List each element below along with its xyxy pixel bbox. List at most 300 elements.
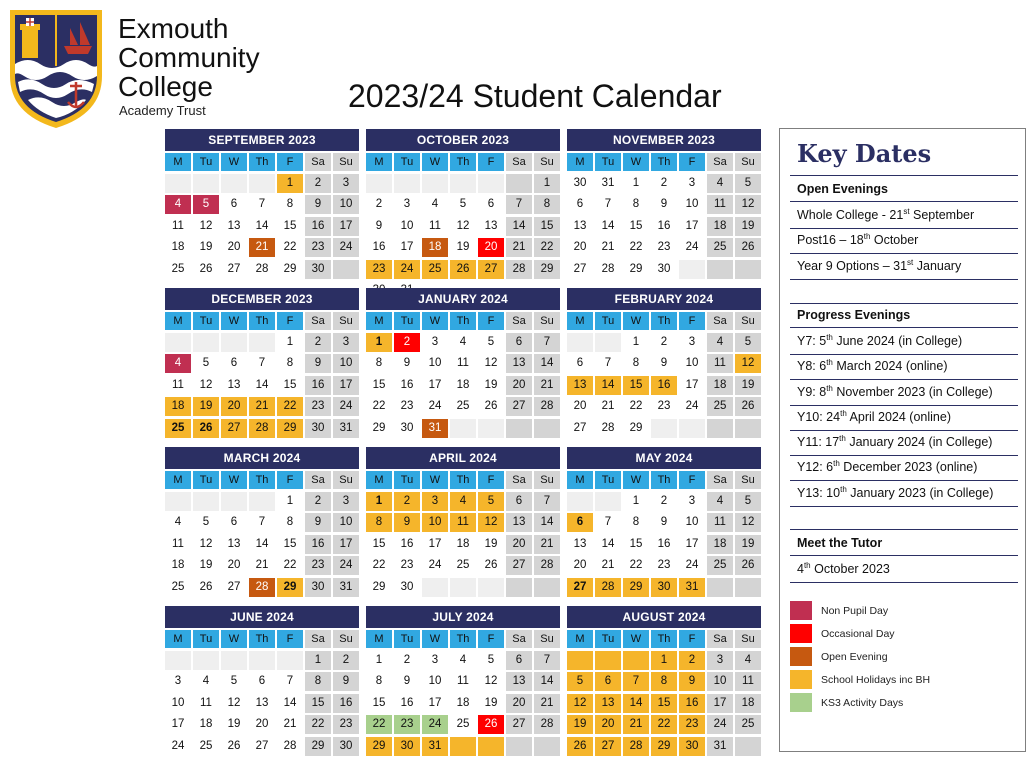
month-title: AUGUST 2024: [567, 606, 761, 628]
legend-swatch: [790, 624, 812, 643]
calendar-day: 11: [450, 513, 476, 532]
calendar-day: 14: [534, 354, 560, 373]
weekday-header: M: [366, 153, 392, 171]
calendar-day: 29: [277, 578, 303, 597]
calendar-day: 25: [199, 739, 213, 752]
calendar-day: 20: [573, 241, 587, 254]
calendar-day: 4: [450, 492, 476, 511]
weekday-header: M: [567, 471, 593, 489]
calendar-day: 19: [484, 696, 498, 709]
calendar-day: 30: [305, 419, 331, 438]
month-title: OCTOBER 2023: [366, 129, 560, 151]
weekday-header: Su: [333, 153, 359, 171]
empty-cell: [506, 174, 532, 193]
calendar-day: 3: [707, 651, 733, 670]
key-date-item: Y10: 24th April 2024 (online): [797, 408, 951, 424]
month-title: DECEMBER 2023: [165, 288, 359, 310]
calendar-day: 2: [375, 198, 383, 211]
weekday-header: Th: [450, 471, 476, 489]
calendar-day: 24: [333, 556, 359, 575]
calendar-day: 11: [429, 219, 441, 232]
calendar-day: 3: [688, 177, 696, 189]
calendar-day: 24: [171, 739, 185, 752]
calendar-day: 5: [735, 333, 761, 352]
calendar-day: 1: [366, 333, 392, 352]
calendar-day: 15: [623, 376, 649, 395]
weekday-header: Sa: [506, 630, 532, 648]
calendar-day: 13: [573, 219, 587, 232]
calendar-day: 25: [165, 419, 191, 438]
weekday-header: F: [679, 471, 705, 489]
calendar-day: 14: [601, 537, 615, 550]
empty-cell: [735, 737, 761, 756]
weekday-header: Sa: [707, 312, 733, 330]
calendar-day: 9: [403, 675, 411, 688]
weekday-header: W: [422, 153, 448, 171]
calendar-day: 26: [735, 556, 761, 575]
calendar-day: 31: [707, 737, 733, 756]
calendar-day: 15: [629, 219, 643, 232]
calendar-day: 21: [534, 535, 560, 554]
calendar-day: 25: [707, 556, 733, 575]
calendar-day: 20: [255, 718, 269, 731]
calendar-day: 5: [202, 516, 210, 529]
calendar-day: 26: [450, 260, 476, 279]
calendar-day: 16: [400, 378, 414, 391]
calendar-day: 1: [651, 651, 677, 670]
weekday-header: W: [422, 312, 448, 330]
key-date-item: Y9: 8th November 2023 (in College): [797, 383, 993, 399]
weekday-header: M: [366, 630, 392, 648]
calendar-day: 10: [422, 513, 448, 532]
key-date-item: Post16 – 18th October: [797, 231, 919, 247]
calendar-day: 8: [534, 195, 560, 214]
calendar-day: 30: [651, 578, 677, 597]
weekday-header: W: [623, 153, 649, 171]
calendar-day: 27: [255, 739, 269, 752]
month-april-2024: [366, 447, 560, 597]
calendar-day: 10: [333, 354, 359, 373]
calendar-day: 10: [685, 357, 699, 370]
weekday-header: Sa: [506, 153, 532, 171]
calendar-day: 12: [735, 513, 761, 532]
calendar-day: 11: [457, 675, 469, 688]
month-september-2023: [165, 129, 359, 279]
calendar-day: 27: [595, 737, 621, 756]
legend-label: School Holidays inc BH: [821, 674, 931, 686]
calendar-day: 27: [478, 260, 504, 279]
calendar-day: 18: [707, 535, 733, 554]
day-grid: [165, 333, 359, 438]
calendar-day: 19: [456, 241, 470, 254]
calendar-day: 4: [459, 336, 467, 348]
month-june-2024: [165, 606, 359, 756]
weekday-header: W: [623, 630, 649, 648]
divider: [790, 455, 1018, 456]
calendar-day: 14: [534, 513, 560, 532]
calendar-day: 17: [685, 219, 699, 232]
empty-cell: [165, 492, 191, 511]
weekday-header: W: [422, 630, 448, 648]
empty-cell: [165, 333, 191, 352]
empty-cell: [366, 174, 392, 193]
calendar-day: 10: [428, 675, 442, 688]
divider: [790, 480, 1018, 481]
calendar-day: 11: [172, 219, 184, 232]
weekday-header: M: [366, 312, 392, 330]
weekday-header: Sa: [506, 312, 532, 330]
calendar-day: 21: [255, 559, 269, 572]
day-grid: [567, 333, 761, 438]
calendar-day: 10: [428, 357, 442, 370]
meet-the-tutor-heading: Meet the Tutor: [797, 536, 883, 550]
calendar-day: 26: [193, 419, 219, 438]
calendar-day: 22: [283, 559, 297, 572]
calendar-day: 28: [601, 421, 615, 434]
calendar-day: 30: [400, 421, 414, 434]
empty-cell: [221, 651, 247, 670]
empty-cell: [193, 651, 219, 670]
calendar-day: 9: [394, 513, 420, 532]
calendar-day: 11: [707, 195, 733, 214]
calendar-day: 25: [171, 580, 185, 593]
month-march-2024: [165, 447, 359, 597]
calendar-day: 15: [372, 378, 386, 391]
empty-cell: [221, 492, 247, 511]
calendar-day: 6: [258, 675, 266, 688]
weekday-header: F: [277, 471, 303, 489]
calendar-day: 29: [534, 260, 560, 279]
month-february-2024: [567, 288, 761, 438]
calendar-day: 26: [735, 397, 761, 416]
calendar-day: 3: [403, 198, 411, 211]
calendar-day: 17: [333, 376, 359, 395]
weekday-header: Sa: [506, 471, 532, 489]
calendar-day: 18: [707, 217, 733, 236]
weekday-header: Tu: [595, 471, 621, 489]
calendar-day: 13: [227, 219, 241, 232]
empty-cell: [333, 260, 359, 279]
calendar-day: 24: [394, 260, 420, 279]
calendar-day: 9: [305, 195, 331, 214]
weekday-header-row: [165, 153, 359, 171]
calendar-day: 27: [506, 715, 532, 734]
calendar-day: 9: [305, 354, 331, 373]
calendar-day: 28: [534, 397, 560, 416]
calendar-day: 25: [456, 559, 470, 572]
calendar-day: 5: [202, 357, 210, 370]
empty-cell: [651, 419, 677, 438]
calendar-day: 27: [573, 421, 587, 434]
calendar-day: 8: [651, 672, 677, 691]
empty-cell: [478, 174, 504, 193]
weekday-header: F: [277, 312, 303, 330]
calendar-day: 17: [428, 537, 442, 550]
calendar-day: 5: [459, 198, 467, 211]
empty-cell: [422, 578, 448, 597]
weekday-header-row: [165, 312, 359, 330]
empty-cell: [478, 578, 504, 597]
calendar-day: 22: [277, 397, 303, 416]
divider: [790, 253, 1018, 254]
weekday-header: Sa: [305, 471, 331, 489]
calendar-day: 3: [688, 336, 696, 348]
calendar-day: 12: [199, 219, 213, 232]
calendar-day: 12: [478, 513, 504, 532]
weekday-header: Su: [333, 471, 359, 489]
open-evenings-heading: Open Evenings: [797, 182, 888, 196]
trust-name: Academy Trust: [119, 103, 206, 118]
calendar-day: 20: [506, 376, 532, 395]
calendar-day: 30: [333, 737, 359, 756]
calendar-day: 21: [249, 397, 275, 416]
weekday-header: M: [165, 312, 191, 330]
calendar-day: 20: [573, 559, 587, 572]
calendar-day: 23: [657, 241, 671, 254]
weekday-header: Tu: [193, 630, 219, 648]
calendar-day: 1: [366, 492, 392, 511]
day-grid: [567, 651, 761, 756]
calendar-day: 7: [623, 672, 649, 691]
month-december-2023: [165, 288, 359, 438]
calendar-day: 23: [305, 556, 331, 575]
weekday-header: W: [221, 630, 247, 648]
calendar-day: 18: [171, 241, 185, 254]
calendar-day: 14: [506, 217, 532, 236]
calendar-day: 11: [172, 537, 184, 550]
weekday-header: F: [277, 153, 303, 171]
calendar-day: 9: [679, 672, 705, 691]
calendar-day: 31: [601, 177, 615, 189]
calendar-day: 2: [660, 177, 668, 189]
calendar-day: 21: [601, 241, 615, 254]
calendar-day: 20: [573, 400, 587, 413]
weekday-header: W: [422, 471, 448, 489]
weekday-header: M: [165, 153, 191, 171]
calendar-day: 21: [534, 376, 560, 395]
calendar-day: 19: [193, 397, 219, 416]
calendar-day: 31: [679, 578, 705, 597]
weekday-header: F: [478, 630, 504, 648]
calendar-day: 29: [651, 737, 677, 756]
empty-cell: [249, 333, 275, 352]
key-date-item: Y12: 6th December 2023 (online): [797, 458, 978, 474]
day-grid: [165, 651, 359, 756]
empty-cell: [534, 578, 560, 597]
month-may-2024: [567, 447, 761, 597]
calendar-day: 26: [227, 739, 241, 752]
weekday-header: Th: [651, 312, 677, 330]
calendar-day: 30: [573, 177, 587, 189]
weekday-header: M: [567, 630, 593, 648]
month-title: JUNE 2024: [165, 606, 359, 628]
calendar-day: 29: [283, 262, 297, 275]
weekday-header: Tu: [394, 153, 420, 171]
calendar-day: 8: [286, 516, 294, 529]
empty-cell: [478, 737, 504, 756]
calendar-day: 3: [688, 495, 696, 507]
calendar-day: 4: [707, 492, 733, 511]
weekday-header: M: [567, 312, 593, 330]
weekday-header: Tu: [394, 630, 420, 648]
weekday-header: Su: [534, 630, 560, 648]
empty-cell: [506, 419, 532, 438]
calendar-day: 8: [632, 357, 640, 370]
calendar-day: 2: [660, 495, 668, 507]
calendar-day: 8: [305, 672, 331, 691]
empty-cell: [534, 419, 560, 438]
calendar-day: 10: [333, 195, 359, 214]
calendar-day: 18: [456, 378, 470, 391]
calendar-day: 5: [230, 675, 238, 688]
empty-cell: [595, 651, 621, 670]
divider: [790, 303, 1018, 304]
weekday-header: Th: [249, 630, 275, 648]
calendar-day: 6: [506, 492, 532, 511]
legend-label: Non Pupil Day: [821, 605, 889, 617]
calendar-day: 4: [165, 354, 191, 373]
month-title: APRIL 2024: [366, 447, 560, 469]
calendar-day: 25: [707, 397, 733, 416]
calendar-day: 11: [735, 672, 761, 691]
calendar-day: 17: [333, 217, 359, 236]
calendar-day: 22: [305, 715, 331, 734]
calendar-day: 16: [657, 219, 671, 232]
empty-cell: [735, 260, 761, 279]
calendar-day: 19: [199, 559, 213, 572]
empty-cell: [221, 174, 247, 193]
calendar-day: 16: [333, 694, 359, 713]
calendar-day: 7: [604, 198, 612, 211]
calendar-day: 16: [400, 696, 414, 709]
calendar-day: 30: [679, 737, 705, 756]
calendar-day: 2: [305, 333, 331, 352]
calendar-day: 27: [227, 580, 241, 593]
calendar-day: 17: [685, 378, 699, 391]
weekday-header: F: [679, 153, 705, 171]
divider: [790, 354, 1018, 355]
calendar-day: 8: [286, 357, 294, 370]
calendar-day: 25: [707, 238, 733, 257]
calendar-day: 13: [595, 694, 621, 713]
calendar-day: 2: [394, 333, 420, 352]
divider: [790, 430, 1018, 431]
month-july-2024: [366, 606, 560, 756]
calendar-day: 12: [567, 694, 593, 713]
calendar-day: 27: [573, 262, 587, 275]
calendar-day: 19: [735, 217, 761, 236]
calendar-day: 20: [221, 397, 247, 416]
calendar-day: 12: [735, 195, 761, 214]
calendar-day: 31: [422, 419, 448, 438]
calendar-day: 30: [657, 262, 671, 275]
empty-cell: [450, 174, 476, 193]
school-name: Exmouth Community College: [118, 13, 260, 102]
weekday-header: Su: [735, 630, 761, 648]
calendar-day: 26: [484, 559, 498, 572]
calendar-day: 25: [456, 718, 470, 731]
calendar-day: 7: [604, 516, 612, 529]
day-grid: [366, 651, 560, 756]
empty-cell: [450, 578, 476, 597]
calendar-day: 6: [230, 357, 238, 370]
weekday-header-row: [366, 630, 560, 648]
calendar-day: 27: [506, 556, 532, 575]
calendar-day: 9: [305, 513, 331, 532]
weekday-header: Su: [534, 471, 560, 489]
empty-cell: [567, 492, 593, 511]
weekday-header: Tu: [595, 630, 621, 648]
empty-cell: [193, 174, 219, 193]
calendar-day: 24: [685, 559, 699, 572]
calendar-day: 15: [372, 537, 386, 550]
calendar-day: 18: [165, 397, 191, 416]
calendar-day: 24: [428, 559, 442, 572]
calendar-day: 18: [171, 559, 185, 572]
calendar-day: 2: [394, 492, 420, 511]
calendar-day: 6: [487, 198, 495, 211]
calendar-day: 8: [632, 198, 640, 211]
weekday-header: Sa: [707, 153, 733, 171]
weekday-header: Sa: [305, 153, 331, 171]
weekday-header-row: [165, 471, 359, 489]
calendar-day: 23: [305, 238, 331, 257]
month-january-2024: [366, 288, 560, 438]
empty-cell: [165, 651, 191, 670]
calendar-day: 22: [366, 715, 392, 734]
calendar-day: 29: [623, 578, 649, 597]
calendar-day: 10: [685, 198, 699, 211]
calendar-day: 14: [595, 376, 621, 395]
calendar-day: 19: [567, 715, 593, 734]
calendar-day: 1: [305, 651, 331, 670]
calendar-day: 16: [679, 694, 705, 713]
calendar-day: 2: [305, 174, 331, 193]
empty-cell: [506, 737, 532, 756]
calendar-day: 6: [230, 198, 238, 211]
calendar-day: 16: [305, 535, 331, 554]
month-title: MAY 2024: [567, 447, 761, 469]
calendar-day: 3: [431, 654, 439, 666]
empty-cell: [595, 333, 621, 352]
weekday-header: Su: [735, 312, 761, 330]
calendar-day: 14: [255, 219, 269, 232]
calendar-day: 23: [333, 715, 359, 734]
calendar-day: 23: [657, 559, 671, 572]
calendar-day: 7: [534, 651, 560, 670]
calendar-day: 12: [484, 675, 498, 688]
weekday-header: Tu: [595, 312, 621, 330]
calendar-day: 29: [277, 419, 303, 438]
calendar-day: 17: [171, 718, 185, 731]
weekday-header: Su: [333, 630, 359, 648]
calendar-day: 8: [632, 516, 640, 529]
calendar-day: 4: [707, 174, 733, 193]
calendar-day: 22: [629, 241, 643, 254]
weekday-header: W: [221, 312, 247, 330]
legend-swatch: [790, 693, 812, 712]
calendar-day: 13: [506, 354, 532, 373]
calendar-day: 10: [685, 516, 699, 529]
calendar-day: 21: [601, 400, 615, 413]
weekday-header: M: [366, 471, 392, 489]
day-grid: [567, 492, 761, 597]
calendar-day: 16: [651, 376, 677, 395]
calendar-day: 19: [735, 376, 761, 395]
calendar-day: 2: [305, 492, 331, 511]
weekday-header: Th: [249, 153, 275, 171]
key-date-item: Y8: 6th March 2024 (online): [797, 357, 948, 373]
